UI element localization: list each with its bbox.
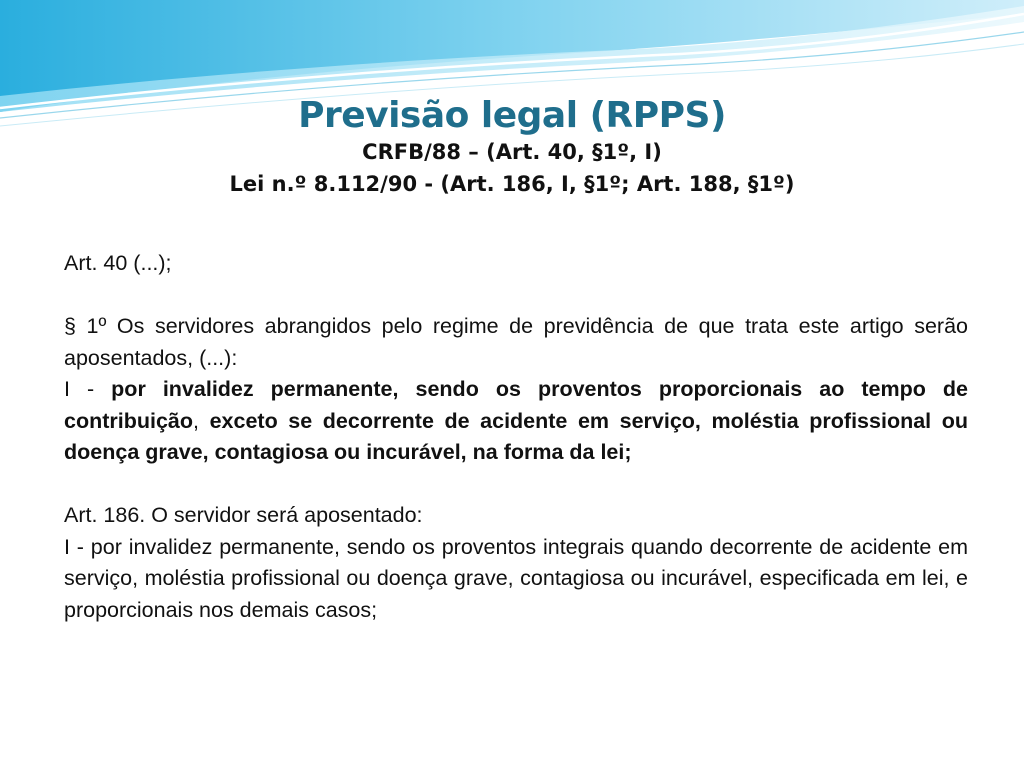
art40-heading: Art. 40 (...); [64, 251, 172, 275]
body-text [64, 248, 968, 626]
item-1-separator: , [193, 408, 210, 433]
art186-item: I - por invalidez permanente, sendo os proventos integrais quando decorrente de acidente em serviço, moléstia profissional ou doença grave, contagiosa ou incurável, especificada em lei, e proporcionais nos demais casos; [64, 534, 968, 622]
item-1-bold-b: exceto se decorrente de acidente em serviço, moléstia profissional ou doença grave, contagiosa ou incurável, na forma da lei; [64, 408, 968, 464]
item-1-bold-a: por invalidez permanente, sendo os proventos proporcionais ao tempo de contribuição [64, 377, 968, 433]
item-1 [64, 374, 968, 469]
item-1-prefix: I - [64, 377, 112, 401]
paragraph-gap [64, 280, 968, 312]
subtitle-line-2: Lei n.º 8.112/90 - (Art. 186, I, §1º; Art. 188, §1º) [229, 172, 795, 197]
subtitle-line-1: CRFB/88 – (Art. 40, §1º, I) [362, 139, 662, 164]
slide-title: Previsão legal (RPPS) [298, 95, 726, 136]
art186-heading: Art. 186. O servidor será aposentado: [64, 503, 423, 527]
paragraph-gap [64, 469, 968, 501]
paragraph-1: § 1º Os servidores abrangidos pelo regime de previdência de que trata este artigo serão aposentados, (...): [64, 314, 968, 370]
title-block [0, 96, 1024, 201]
